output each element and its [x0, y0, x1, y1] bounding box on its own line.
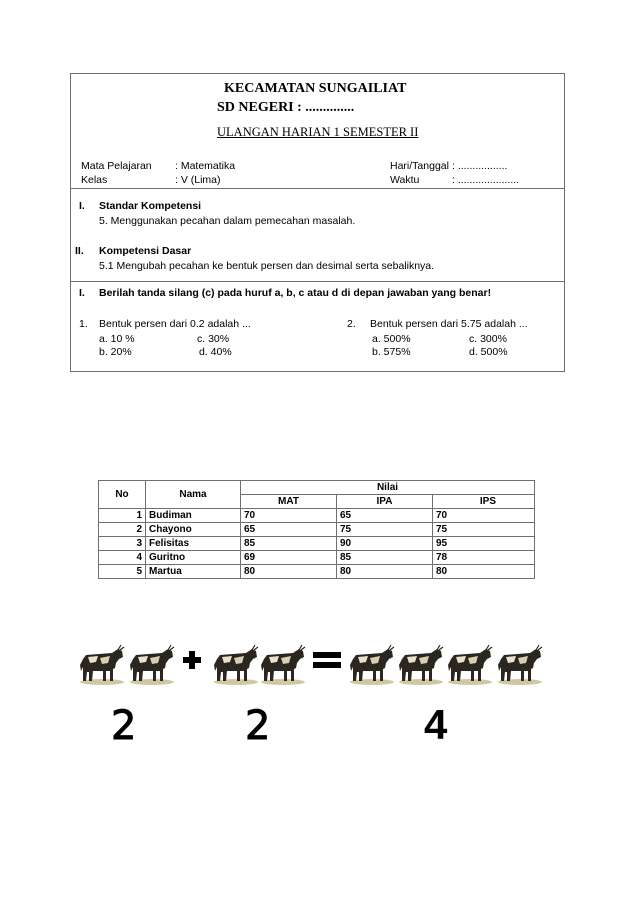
column-header-no: No: [99, 481, 146, 509]
option-b[interactable]: b. 575%: [372, 346, 411, 358]
cell-ipa: 65: [337, 509, 433, 523]
cell-ips: 80: [433, 565, 535, 579]
cell-mat: 80: [241, 565, 337, 579]
table-row: [99, 509, 535, 523]
kd-number: II.: [75, 245, 84, 257]
cow-icon: [446, 643, 494, 687]
question-number: 2.: [347, 318, 356, 330]
cell-ips: 78: [433, 551, 535, 565]
column-header-ips: IPS: [433, 495, 535, 509]
grades-table: [98, 480, 535, 579]
table-row: [99, 565, 535, 579]
cell-no: 5: [99, 565, 146, 579]
cell-ipa: 75: [337, 523, 433, 537]
table-row: [99, 551, 535, 565]
option-c[interactable]: c. 300%: [469, 333, 507, 345]
cow-icon: [348, 643, 396, 687]
plus-icon: [183, 651, 201, 669]
column-header-mat: MAT: [241, 495, 337, 509]
equals-icon: [313, 652, 341, 668]
cow-icon: [259, 643, 307, 687]
cell-ipa: 80: [337, 565, 433, 579]
cow-icon: [496, 643, 544, 687]
cell-mat: 85: [241, 537, 337, 551]
cell-ips: 70: [433, 509, 535, 523]
cell-nama: Guritno: [146, 551, 241, 565]
cell-ipa: 85: [337, 551, 433, 565]
cell-ips: 95: [433, 537, 535, 551]
option-c[interactable]: c. 30%: [197, 333, 230, 345]
cell-ips: 75: [433, 523, 535, 537]
cow-icon: [397, 643, 445, 687]
exam-title: ULANGAN HARIAN 1 SEMESTER II: [217, 125, 419, 139]
column-header-nilai: Nilai: [241, 481, 535, 495]
subject-value: : Matematika: [175, 160, 236, 172]
cow-icon: [212, 643, 260, 687]
section-divider: [71, 188, 564, 189]
cow-icon: [78, 643, 126, 687]
kd-title: Kompetensi Dasar: [99, 245, 192, 257]
subject-label: Mata Pelajaran: [81, 160, 152, 172]
class-value: : V (Lima): [175, 174, 221, 186]
date-value: : .................: [452, 160, 508, 172]
right-count: 2: [245, 703, 271, 749]
cell-nama: Chayono: [146, 523, 241, 537]
time-label: Waktu: [390, 174, 420, 186]
class-label: Kelas: [81, 174, 108, 186]
column-header-ipa: IPA: [337, 495, 433, 509]
result-count: 4: [424, 701, 448, 748]
cell-nama: Felisitas: [146, 537, 241, 551]
cell-nama: Martua: [146, 565, 241, 579]
kd-item: 5.1 Mengubah pecahan ke bentuk persen dan desimal serta sebaliknya.: [99, 260, 435, 272]
option-a[interactable]: a. 10 %: [99, 333, 135, 345]
cell-mat: 70: [241, 509, 337, 523]
cow-icon: [128, 643, 176, 687]
option-d[interactable]: d. 40%: [199, 346, 232, 358]
cell-no: 3: [99, 537, 146, 551]
instruction-number: I.: [79, 287, 85, 299]
date-label: Hari/Tanggal: [390, 160, 449, 172]
option-b[interactable]: b. 20%: [99, 346, 132, 358]
table-row: [99, 523, 535, 537]
exam-header-box: [70, 73, 565, 372]
cell-nama: Budiman: [146, 509, 241, 523]
time-value: : .....................: [452, 174, 520, 186]
sk-number: I.: [79, 200, 85, 212]
option-d[interactable]: d. 500%: [469, 346, 508, 358]
district-title: KECAMATAN SUNGAILIAT: [224, 81, 407, 96]
cell-no: 4: [99, 551, 146, 565]
sk-title: Standar Kompetensi: [99, 200, 202, 212]
sk-item: 5. Menggunakan pecahan dalam pemecahan masalah.: [99, 215, 356, 227]
question-text: Bentuk persen dari 0.2 adalah ...: [99, 318, 251, 330]
table-header-row: [99, 481, 535, 495]
instruction-text: Berilah tanda silang (c) pada huruf a, b, c atau d di depan jawaban yang benar!: [99, 287, 492, 299]
cell-mat: 69: [241, 551, 337, 565]
school-title: SD NEGERI : ..............: [217, 100, 355, 115]
table-row: [99, 537, 535, 551]
cell-ipa: 90: [337, 537, 433, 551]
column-header-nama: Nama: [146, 481, 241, 509]
option-a[interactable]: a. 500%: [372, 333, 411, 345]
question-number: 1.: [79, 318, 88, 330]
cell-mat: 65: [241, 523, 337, 537]
question-text: Bentuk persen dari 5.75 adalah ...: [370, 318, 528, 330]
cell-no: 2: [99, 523, 146, 537]
left-count: 2: [111, 703, 137, 749]
cell-no: 1: [99, 509, 146, 523]
section-divider: [71, 281, 564, 282]
